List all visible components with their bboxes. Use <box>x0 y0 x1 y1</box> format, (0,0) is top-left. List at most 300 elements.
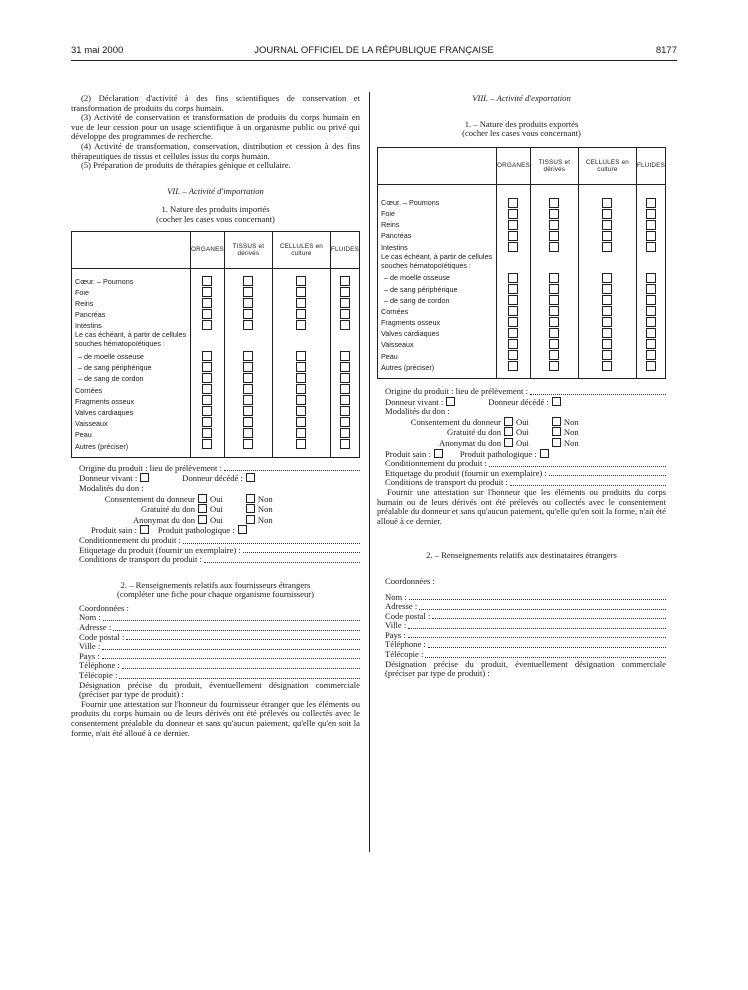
product-checkbox-cell <box>273 320 330 331</box>
product-checkbox-cell <box>331 298 359 309</box>
product-checkbox[interactable] <box>202 351 212 361</box>
product-checkbox[interactable] <box>243 373 253 383</box>
product-checkbox-cell <box>225 298 272 309</box>
product-checkbox[interactable] <box>549 198 559 208</box>
product-checkbox[interactable] <box>549 339 559 349</box>
product-checkbox[interactable] <box>340 298 350 308</box>
product-checkbox[interactable] <box>202 395 212 405</box>
product-checkbox[interactable] <box>508 273 518 283</box>
telecopie-label: Télécopie : <box>79 670 118 681</box>
checkbox-column <box>224 268 272 457</box>
gratuite-label: Gratuité du don <box>141 504 195 515</box>
product-checkbox[interactable] <box>508 198 518 208</box>
product-checkbox[interactable] <box>646 209 656 219</box>
row-label: – de sang de cordon <box>78 374 144 384</box>
row-spacer <box>191 331 224 351</box>
product-checkbox[interactable] <box>549 295 559 305</box>
product-checkbox[interactable] <box>602 339 612 349</box>
product-checkbox[interactable] <box>243 395 253 405</box>
donneur-decede-checkbox[interactable] <box>246 473 255 482</box>
product-checkbox[interactable] <box>296 428 306 438</box>
product-checkbox-cell <box>331 309 359 320</box>
product-checkbox-cell <box>273 384 330 395</box>
product-checkbox[interactable] <box>202 417 212 427</box>
product-checkbox[interactable] <box>508 220 518 230</box>
origin-line <box>79 464 360 474</box>
product-checkbox[interactable] <box>296 309 306 319</box>
section-vii-subtitle-note: (cocher les cases vous concernant) <box>156 213 275 224</box>
product-checkbox-cell <box>331 351 359 362</box>
product-checkbox[interactable] <box>549 328 559 338</box>
product-checkbox-cell <box>331 395 359 406</box>
origin-label: Origine du produit : lieu de prélèvement : <box>79 462 222 473</box>
etiquetage-field[interactable] <box>549 474 666 476</box>
product-checkbox[interactable] <box>646 220 656 230</box>
row-label: Cornées <box>75 385 103 395</box>
product-checkbox[interactable] <box>296 373 306 383</box>
footnote: (3) Activité de conservation et transformation de produits du corps humain en vue de leur cession pour un usage scientifique à un organisme public ou privé qui développe des programmes de recherche. <box>71 112 360 142</box>
product-checkbox-cell <box>531 219 578 230</box>
product-checkbox[interactable] <box>646 306 656 316</box>
product-checkbox-cell <box>225 384 272 395</box>
produit-patho-checkbox[interactable] <box>238 525 247 534</box>
conditionnement-label: Conditionnement du produit : <box>385 458 487 469</box>
etiquetage-field[interactable] <box>243 551 360 553</box>
product-checkbox[interactable] <box>340 309 350 319</box>
journal-title: JOURNAL OFFICIEL DE LA RÉPUBLIQUE FRANÇAISE <box>254 45 494 56</box>
product-checkbox-cell <box>497 283 530 294</box>
pays-field[interactable] <box>408 636 666 638</box>
gratuite-non-checkbox[interactable] <box>246 504 255 513</box>
ville-field[interactable] <box>102 648 360 650</box>
product-checkbox[interactable] <box>646 328 656 338</box>
product-checkbox[interactable] <box>340 439 350 449</box>
donneur-decede-checkbox[interactable] <box>552 397 561 406</box>
row-label: Vaisseaux <box>381 340 414 350</box>
product-checkbox[interactable] <box>508 242 518 252</box>
product-checkbox-cell <box>637 294 665 305</box>
product-checkbox[interactable] <box>202 362 212 372</box>
product-checkbox-cell <box>579 208 636 219</box>
product-checkbox-cell <box>331 439 359 450</box>
header-tissus: TISSUS et dérivés <box>224 231 272 268</box>
product-checkbox[interactable] <box>602 220 612 230</box>
conditions-field[interactable] <box>510 484 666 486</box>
product-checkbox[interactable] <box>202 439 212 449</box>
product-checkbox-cell <box>579 338 636 349</box>
product-checkbox[interactable] <box>602 198 612 208</box>
product-checkbox-cell <box>637 197 665 208</box>
code-postal-label: Code postal : <box>79 631 125 642</box>
product-checkbox[interactable] <box>296 406 306 416</box>
product-checkbox[interactable] <box>508 328 518 338</box>
consentement-non-checkbox[interactable] <box>246 494 255 503</box>
checkbox-column <box>330 268 359 457</box>
header-organes: ORGANES <box>191 231 225 268</box>
product-checkbox[interactable] <box>549 273 559 283</box>
product-checkbox[interactable] <box>243 320 253 330</box>
product-checkbox[interactable] <box>508 231 518 241</box>
product-checkbox[interactable] <box>243 298 253 308</box>
row-spacer <box>331 331 359 351</box>
product-checkbox[interactable] <box>296 439 306 449</box>
product-checkbox[interactable] <box>646 350 656 360</box>
header-empty-cell <box>72 231 191 268</box>
product-checkbox[interactable] <box>340 373 350 383</box>
row-spacer <box>497 252 530 272</box>
product-checkbox-cell <box>497 338 530 349</box>
product-checkbox-cell <box>579 241 636 252</box>
product-checkbox[interactable] <box>243 439 253 449</box>
adresse-field[interactable] <box>113 629 360 631</box>
product-checkbox[interactable] <box>202 384 212 394</box>
product-checkbox[interactable] <box>340 362 350 372</box>
row-label: Le cas échéant, à partir de cellules souches hématopoïétiques : <box>381 252 493 270</box>
product-checkbox-cell <box>331 428 359 439</box>
product-checkbox[interactable] <box>243 287 253 297</box>
product-checkbox-cell <box>191 439 224 450</box>
product-checkbox-cell <box>225 417 272 428</box>
produit-sain-label: Produit sain : <box>91 525 137 536</box>
produit-sain-checkbox[interactable] <box>140 525 149 534</box>
telephone-field[interactable] <box>122 667 360 669</box>
product-checkbox-cell <box>579 197 636 208</box>
product-checkbox[interactable] <box>202 373 212 383</box>
product-checkbox[interactable] <box>646 231 656 241</box>
product-checkbox[interactable] <box>243 417 253 427</box>
origin-field[interactable] <box>530 393 666 395</box>
product-checkbox[interactable] <box>296 384 306 394</box>
product-checkbox[interactable] <box>602 273 612 283</box>
product-checkbox-cell <box>191 384 224 395</box>
product-checkbox[interactable] <box>243 351 253 361</box>
consentement-oui-checkbox[interactable] <box>504 417 513 426</box>
anonymat-label: Anonymat du don <box>438 437 501 448</box>
anonymat-oui-checkbox[interactable] <box>504 438 513 447</box>
product-checkbox[interactable] <box>602 284 612 294</box>
product-checkbox-cell <box>331 384 359 395</box>
code-postal-field[interactable] <box>126 638 360 640</box>
product-checkbox[interactable] <box>296 351 306 361</box>
product-checkbox[interactable] <box>602 350 612 360</box>
conditionnement-field[interactable] <box>183 542 360 544</box>
product-checkbox-cell <box>579 305 636 316</box>
product-checkbox-cell <box>637 327 665 338</box>
product-checkbox[interactable] <box>296 417 306 427</box>
product-checkbox-cell <box>497 305 530 316</box>
row-label: Vaisseaux <box>75 419 108 429</box>
anonymat-label: Anonymat du don <box>132 514 195 525</box>
import-products-table <box>71 231 360 458</box>
anonymat-non-checkbox[interactable] <box>552 438 561 447</box>
product-checkbox[interactable] <box>243 384 253 394</box>
footnote: (4) Activité de transformation, conservation, distribution et cession à des fins thérapeutiques de tissus et cellules issus du corps humain. <box>71 140 360 161</box>
product-checkbox[interactable] <box>508 339 518 349</box>
telecopie-field[interactable] <box>425 656 666 658</box>
row-spacer <box>637 252 665 272</box>
product-checkbox[interactable] <box>340 287 350 297</box>
page-header <box>71 45 677 59</box>
product-checkbox[interactable] <box>243 362 253 372</box>
product-checkbox[interactable] <box>508 295 518 305</box>
product-checkbox-cell <box>191 276 224 287</box>
consentement-oui-checkbox[interactable] <box>198 494 207 503</box>
etiquetage-label: Etiquetage du produit (fournir un exemplaire) : <box>385 467 547 478</box>
origin-line <box>385 387 666 397</box>
product-checkbox[interactable] <box>549 361 559 371</box>
product-checkbox[interactable] <box>202 276 212 286</box>
anonymat-line <box>79 515 360 526</box>
product-checkbox[interactable] <box>340 406 350 416</box>
produit-sain-checkbox[interactable] <box>434 449 443 458</box>
product-checkbox[interactable] <box>296 395 306 405</box>
product-checkbox[interactable] <box>202 428 212 438</box>
product-checkbox[interactable] <box>549 242 559 252</box>
product-checkbox-cell <box>225 362 272 373</box>
product-checkbox[interactable] <box>508 306 518 316</box>
product-checkbox[interactable] <box>602 242 612 252</box>
product-checkbox[interactable] <box>602 361 612 371</box>
product-checkbox-cell <box>531 283 578 294</box>
conditions-line <box>79 555 360 565</box>
donneur-decede-label: Donneur décédé : <box>488 396 549 407</box>
row-label: – de sang périphérique <box>384 284 458 294</box>
product-checkbox-cell <box>531 327 578 338</box>
telecopie-field[interactable] <box>119 677 360 679</box>
product-checkbox[interactable] <box>508 350 518 360</box>
product-checkbox[interactable] <box>296 298 306 308</box>
origin-field[interactable] <box>224 469 360 471</box>
product-checkbox-cell <box>637 283 665 294</box>
product-checkbox[interactable] <box>296 362 306 372</box>
product-checkbox-cell <box>273 439 330 450</box>
product-checkbox-cell <box>191 406 224 417</box>
oui-label: Oui <box>516 427 529 438</box>
telephone-line <box>385 640 666 650</box>
product-checkbox[interactable] <box>508 284 518 294</box>
product-checkbox[interactable] <box>296 320 306 330</box>
product-checkbox[interactable] <box>646 295 656 305</box>
row-label: Cœur. – Poumons <box>381 197 440 207</box>
consentement-non-checkbox[interactable] <box>552 417 561 426</box>
product-checkbox[interactable] <box>340 384 350 394</box>
row-label: Intestins <box>381 242 408 252</box>
product-checkbox[interactable] <box>602 317 612 327</box>
product-checkbox[interactable] <box>340 320 350 330</box>
row-label: – de sang périphérique <box>78 363 152 373</box>
product-checkbox-cell <box>191 373 224 384</box>
conditionnement-label: Conditionnement du produit : <box>79 534 181 545</box>
product-checkbox[interactable] <box>340 395 350 405</box>
recipient-form <box>377 577 666 679</box>
produit-patho-checkbox[interactable] <box>540 449 549 458</box>
product-checkbox[interactable] <box>549 317 559 327</box>
non-label: Non <box>563 427 579 438</box>
header-cellules: CELLULES en culture <box>272 231 330 268</box>
row-label: Reins <box>381 220 400 230</box>
anonymat-oui-checkbox[interactable] <box>198 515 207 524</box>
product-checkbox[interactable] <box>549 284 559 294</box>
product-checkbox[interactable] <box>602 231 612 241</box>
product-checkbox[interactable] <box>646 317 656 327</box>
product-checkbox[interactable] <box>202 309 212 319</box>
product-checkbox[interactable] <box>243 406 253 416</box>
page-number: 8177 <box>655 45 677 56</box>
pays-label: Pays : <box>385 629 406 640</box>
row-label: Valves cardiaques <box>381 329 440 339</box>
product-checkbox[interactable] <box>549 209 559 219</box>
product-checkbox-cell <box>273 406 330 417</box>
product-checkbox[interactable] <box>508 317 518 327</box>
product-checkbox-cell <box>191 395 224 406</box>
product-checkbox[interactable] <box>602 209 612 219</box>
product-checkbox[interactable] <box>296 276 306 286</box>
product-checkbox[interactable] <box>646 242 656 252</box>
product-checkbox-cell <box>273 276 330 287</box>
product-checkbox-cell <box>191 417 224 428</box>
product-checkbox-cell <box>191 287 224 298</box>
pays-field[interactable] <box>102 657 360 659</box>
row-label: Autres (préciser) <box>381 362 435 372</box>
oui-label: Oui <box>210 504 223 515</box>
row-label: Reins <box>75 298 94 308</box>
ville-line <box>385 621 666 631</box>
column-divider <box>369 92 370 852</box>
product-checkbox[interactable] <box>202 320 212 330</box>
product-checkbox-cell <box>497 208 530 219</box>
product-checkbox[interactable] <box>646 273 656 283</box>
gratuite-line <box>385 427 666 438</box>
product-checkbox[interactable] <box>646 339 656 349</box>
telephone-field[interactable] <box>428 646 666 648</box>
row-names-cell <box>72 268 191 457</box>
product-checkbox-cell <box>273 351 330 362</box>
coordonnees-label: Coordonnées : <box>79 602 129 613</box>
product-checkbox[interactable] <box>549 231 559 241</box>
product-checkbox-cell <box>331 373 359 384</box>
product-checkbox-cell <box>273 298 330 309</box>
donneur-vivant-label: Donneur vivant : <box>385 396 444 407</box>
anonymat-non-checkbox[interactable] <box>246 515 255 524</box>
nom-label: Nom : <box>385 591 407 602</box>
product-checkbox-cell <box>331 362 359 373</box>
product-checkbox[interactable] <box>602 306 612 316</box>
consentement-line <box>79 494 360 505</box>
left-column <box>71 94 360 738</box>
product-checkbox[interactable] <box>646 284 656 294</box>
header-rule <box>71 60 677 61</box>
product-checkbox[interactable] <box>243 309 253 319</box>
gratuite-oui-checkbox[interactable] <box>198 504 207 513</box>
product-checkbox[interactable] <box>243 276 253 286</box>
product-checkbox-cell <box>331 406 359 417</box>
product-checkbox-cell <box>225 309 272 320</box>
row-spacer <box>579 252 636 272</box>
ville-label: Ville : <box>79 641 101 652</box>
right-column <box>377 94 666 679</box>
product-checkbox-cell <box>225 406 272 417</box>
non-label: Non <box>563 437 579 448</box>
oui-label: Oui <box>516 437 529 448</box>
code-postal-field[interactable] <box>432 617 666 619</box>
product-checkbox[interactable] <box>340 351 350 361</box>
produit-patho-label: Produit pathologique : <box>459 448 537 459</box>
product-checkbox[interactable] <box>340 428 350 438</box>
product-checkbox[interactable] <box>646 361 656 371</box>
footnotes <box>71 94 360 171</box>
row-label: Autres (préciser) <box>75 441 129 451</box>
footnote: (5) Préparation de produits de thérapies génique et cellulaire. <box>81 160 291 171</box>
donneur-vivant-checkbox[interactable] <box>446 397 455 406</box>
ville-field[interactable] <box>408 627 666 629</box>
telecopie-label: Télécopie : <box>385 649 424 660</box>
product-checkbox[interactable] <box>296 287 306 297</box>
product-checkbox[interactable] <box>549 306 559 316</box>
product-checkbox-cell <box>331 417 359 428</box>
product-checkbox-cell <box>531 316 578 327</box>
header-empty-cell <box>378 147 497 184</box>
row-spacer <box>225 331 272 351</box>
consentement-label: Consentement du donneur <box>104 493 195 504</box>
product-checkbox[interactable] <box>549 350 559 360</box>
suppliers-note: (compléter une fiche pour chaque organisme fournisseur) <box>117 589 314 600</box>
product-checkbox[interactable] <box>202 298 212 308</box>
header-tissus: TISSUS et dérivés <box>530 147 578 184</box>
product-checkbox[interactable] <box>646 198 656 208</box>
product-checkbox[interactable] <box>202 406 212 416</box>
product-checkbox-cell <box>497 197 530 208</box>
product-checkbox-cell <box>191 362 224 373</box>
donneur-vivant-checkbox[interactable] <box>140 473 149 482</box>
product-checkbox-cell <box>225 439 272 450</box>
code-postal-label: Code postal : <box>385 610 431 621</box>
product-checkbox-cell <box>331 276 359 287</box>
product-checkbox[interactable] <box>602 328 612 338</box>
consentement-label: Consentement du donneur <box>410 416 501 427</box>
designation-text: Désignation précise du produit, éventuellement désignation commerciale (préciser par type de produit) : <box>385 658 666 679</box>
product-checkbox[interactable] <box>549 220 559 230</box>
gratuite-non-checkbox[interactable] <box>552 427 561 436</box>
export-products-table <box>377 147 666 379</box>
adresse-field[interactable] <box>419 608 666 610</box>
nom-field[interactable] <box>409 598 666 600</box>
row-label: Peau <box>381 351 398 361</box>
nom-field[interactable] <box>103 619 360 621</box>
anonymat-line <box>385 438 666 449</box>
adresse-label: Adresse : <box>79 622 112 633</box>
table-header-row <box>378 147 666 184</box>
conditions-field[interactable] <box>204 561 360 563</box>
checkbox-column <box>272 268 330 457</box>
checkbox-column <box>578 184 636 378</box>
product-checkbox[interactable] <box>508 361 518 371</box>
product-checkbox[interactable] <box>602 295 612 305</box>
conditionnement-field[interactable] <box>489 465 666 467</box>
product-checkbox[interactable] <box>340 417 350 427</box>
product-checkbox[interactable] <box>508 209 518 219</box>
non-label: Non <box>563 416 579 427</box>
nom-line <box>79 613 360 623</box>
consentement-line <box>385 417 666 428</box>
gratuite-oui-checkbox[interactable] <box>504 427 513 436</box>
product-checkbox-cell <box>531 208 578 219</box>
product-checkbox-cell <box>273 309 330 320</box>
product-checkbox-cell <box>579 294 636 305</box>
product-checkbox[interactable] <box>340 276 350 286</box>
product-checkbox-cell <box>579 360 636 371</box>
product-checkbox[interactable] <box>243 428 253 438</box>
product-checkbox[interactable] <box>202 287 212 297</box>
